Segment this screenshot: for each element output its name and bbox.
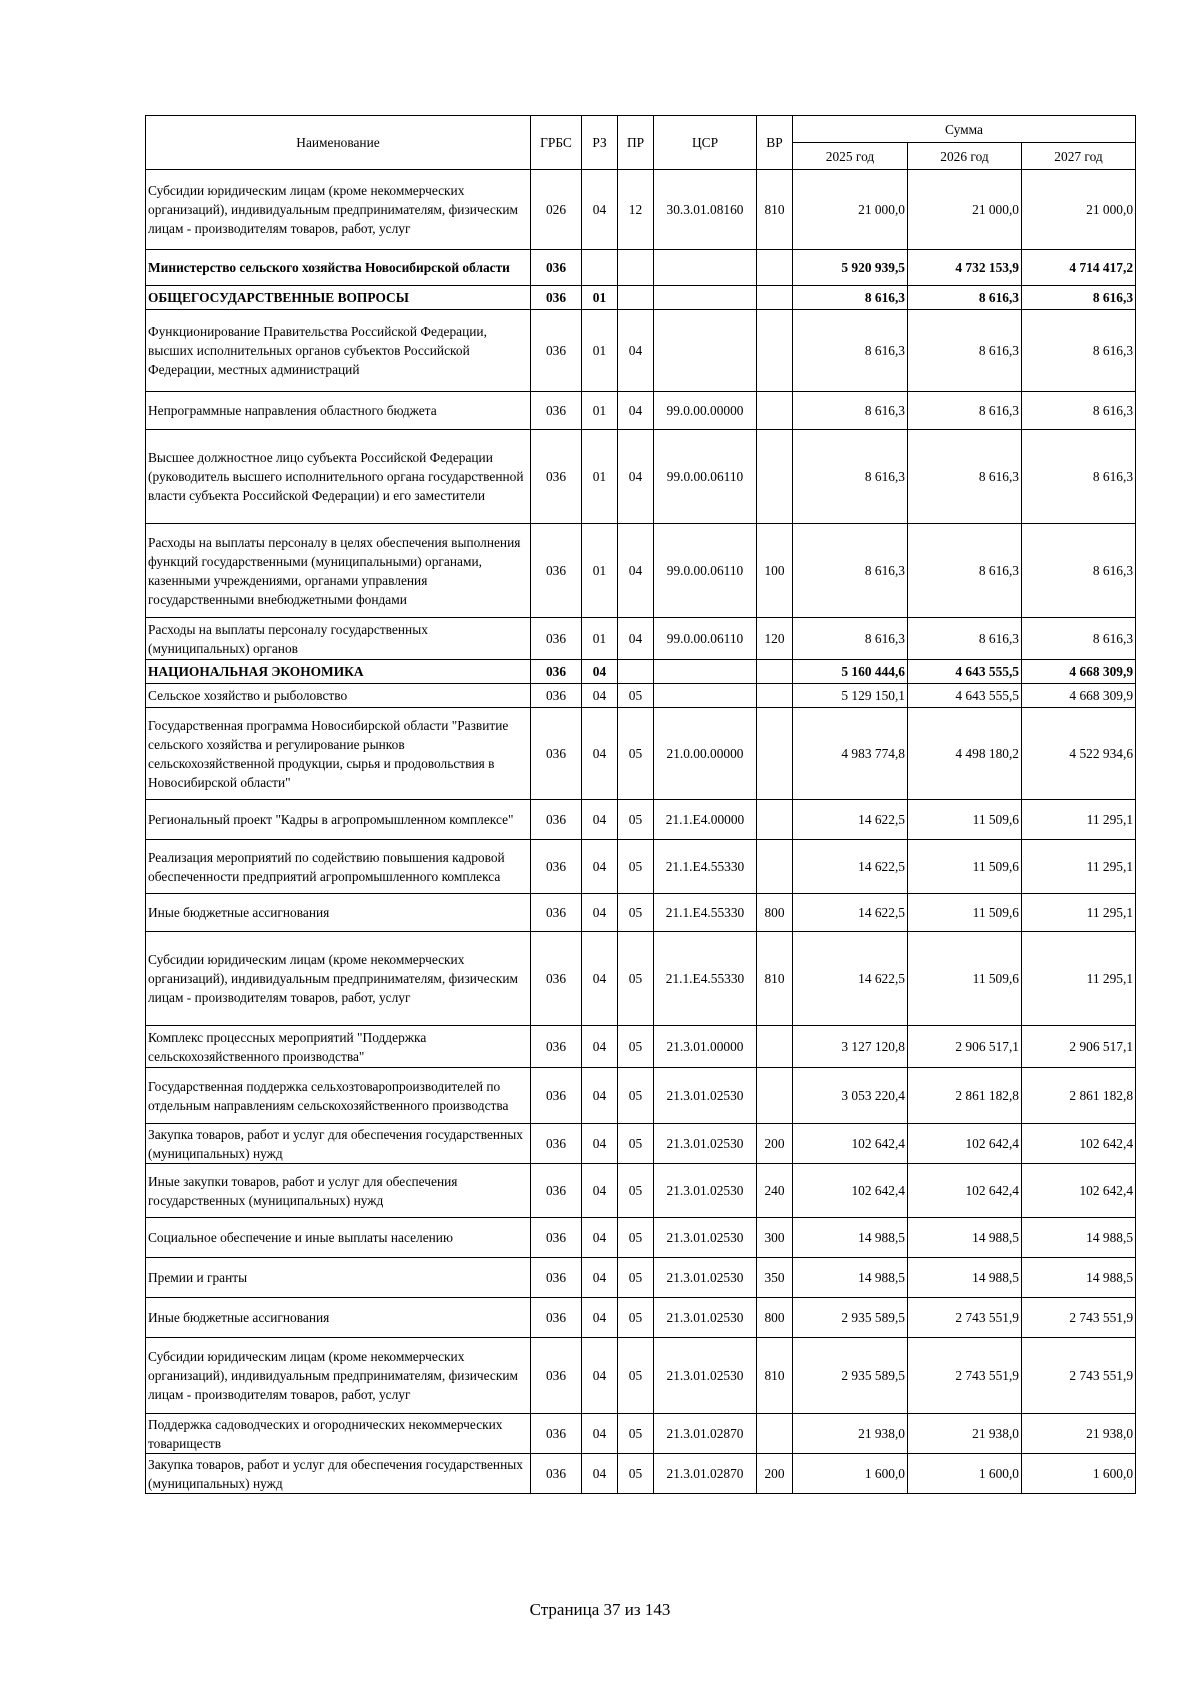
cell-csr: 21.3.01.02530 (654, 1298, 757, 1338)
cell-grbs: 036 (531, 894, 582, 932)
cell-vr (757, 430, 793, 524)
cell-name: Высшее должностное лицо субъекта Российской Федерации (руководитель высшего исполнительного органа государственной власти субъекта Российской Федерации) и его заместители (146, 430, 531, 524)
cell-pr (618, 286, 654, 310)
cell-sum-2026: 8 616,3 (908, 524, 1022, 618)
cell-grbs: 036 (531, 708, 582, 800)
cell-sum-2027: 8 616,3 (1022, 310, 1136, 392)
cell-csr: 21.1.Е4.00000 (654, 800, 757, 840)
cell-sum-2027: 2 743 551,9 (1022, 1338, 1136, 1414)
cell-sum-2025: 4 983 774,8 (793, 708, 908, 800)
header-year-2025: 2025 год (793, 143, 908, 170)
table-row (146, 660, 1136, 684)
cell-csr: 21.1.Е4.55330 (654, 840, 757, 894)
cell-name: Реализация мероприятий по содействию повышения кадровой обеспеченности предприятий агропромышленного комплекса (146, 840, 531, 894)
cell-sum-2027: 11 295,1 (1022, 894, 1136, 932)
cell-rz: 04 (582, 840, 618, 894)
cell-sum-2026: 2 743 551,9 (908, 1298, 1022, 1338)
cell-pr: 04 (618, 392, 654, 430)
cell-csr: 21.1.Е4.55330 (654, 894, 757, 932)
cell-grbs: 036 (531, 1068, 582, 1124)
cell-vr: 120 (757, 618, 793, 660)
cell-csr: 21.3.01.02530 (654, 1338, 757, 1414)
cell-sum-2025: 21 000,0 (793, 170, 908, 250)
cell-rz: 04 (582, 1414, 618, 1454)
cell-sum-2027: 14 988,5 (1022, 1258, 1136, 1298)
header-name: Наименование (146, 116, 531, 170)
table-row (146, 1026, 1136, 1068)
cell-vr (757, 1026, 793, 1068)
cell-sum-2025: 14 622,5 (793, 932, 908, 1026)
cell-sum-2026: 11 509,6 (908, 894, 1022, 932)
cell-sum-2026: 11 509,6 (908, 932, 1022, 1026)
cell-pr: 05 (618, 1026, 654, 1068)
cell-vr (757, 800, 793, 840)
cell-vr: 810 (757, 170, 793, 250)
cell-rz (582, 250, 618, 286)
cell-rz: 04 (582, 1164, 618, 1218)
cell-sum-2027: 8 616,3 (1022, 392, 1136, 430)
cell-sum-2025: 5 129 150,1 (793, 684, 908, 708)
cell-rz: 04 (582, 1454, 618, 1494)
cell-vr (757, 840, 793, 894)
cell-name: НАЦИОНАЛЬНАЯ ЭКОНОМИКА (146, 660, 531, 684)
cell-sum-2027: 11 295,1 (1022, 800, 1136, 840)
cell-sum-2026: 14 988,5 (908, 1218, 1022, 1258)
cell-sum-2025: 14 988,5 (793, 1218, 908, 1258)
cell-csr: 99.0.00.06110 (654, 524, 757, 618)
cell-name: Региональный проект "Кадры в агропромышленном комплексе" (146, 800, 531, 840)
cell-grbs: 036 (531, 392, 582, 430)
cell-sum-2025: 21 938,0 (793, 1414, 908, 1454)
cell-grbs: 036 (531, 1218, 582, 1258)
cell-sum-2027: 8 616,3 (1022, 618, 1136, 660)
cell-pr: 05 (618, 1414, 654, 1454)
table-row (146, 1164, 1136, 1218)
cell-vr (757, 286, 793, 310)
header-rz: РЗ (582, 116, 618, 170)
cell-rz: 04 (582, 1338, 618, 1414)
table-row (146, 310, 1136, 392)
cell-rz: 04 (582, 708, 618, 800)
cell-grbs: 036 (531, 286, 582, 310)
cell-grbs: 036 (531, 1454, 582, 1494)
cell-rz: 01 (582, 618, 618, 660)
table-row (146, 1298, 1136, 1338)
cell-grbs: 036 (531, 660, 582, 684)
cell-name: Премии и гранты (146, 1258, 531, 1298)
cell-vr (757, 392, 793, 430)
cell-sum-2026: 102 642,4 (908, 1124, 1022, 1164)
cell-sum-2027: 102 642,4 (1022, 1164, 1136, 1218)
cell-sum-2027: 8 616,3 (1022, 430, 1136, 524)
cell-pr: 05 (618, 1298, 654, 1338)
cell-sum-2026: 2 861 182,8 (908, 1068, 1022, 1124)
cell-sum-2026: 4 732 153,9 (908, 250, 1022, 286)
cell-grbs: 036 (531, 1414, 582, 1454)
cell-pr: 12 (618, 170, 654, 250)
cell-vr (757, 250, 793, 286)
cell-grbs: 036 (531, 684, 582, 708)
cell-sum-2026: 8 616,3 (908, 392, 1022, 430)
cell-sum-2025: 8 616,3 (793, 286, 908, 310)
header-grbs: ГРБС (531, 116, 582, 170)
cell-sum-2027: 1 600,0 (1022, 1454, 1136, 1494)
cell-grbs: 036 (531, 1164, 582, 1218)
cell-grbs: 036 (531, 430, 582, 524)
cell-rz: 04 (582, 170, 618, 250)
cell-pr: 05 (618, 840, 654, 894)
cell-rz: 04 (582, 1298, 618, 1338)
cell-sum-2027: 14 988,5 (1022, 1218, 1136, 1258)
cell-sum-2026: 4 643 555,5 (908, 684, 1022, 708)
cell-pr (618, 250, 654, 286)
table-row (146, 1124, 1136, 1164)
cell-csr: 99.0.00.00000 (654, 392, 757, 430)
cell-sum-2026: 11 509,6 (908, 840, 1022, 894)
cell-sum-2025: 5 920 939,5 (793, 250, 908, 286)
cell-pr: 05 (618, 1164, 654, 1218)
cell-csr: 21.3.01.02530 (654, 1068, 757, 1124)
cell-pr: 05 (618, 1068, 654, 1124)
cell-name: Иные закупки товаров, работ и услуг для обеспечения государственных (муниципальных) нужд (146, 1164, 531, 1218)
cell-grbs: 036 (531, 800, 582, 840)
table-row (146, 392, 1136, 430)
cell-sum-2027: 8 616,3 (1022, 524, 1136, 618)
page-number: Страница 37 из 143 (529, 1600, 671, 1619)
cell-rz: 04 (582, 684, 618, 708)
cell-pr: 05 (618, 1258, 654, 1298)
budget-table (145, 115, 1136, 1494)
cell-csr (654, 684, 757, 708)
cell-name: Иные бюджетные ассигнования (146, 1298, 531, 1338)
cell-name: Социальное обеспечение и иные выплаты населению (146, 1218, 531, 1258)
cell-grbs: 036 (531, 524, 582, 618)
table-row (146, 1068, 1136, 1124)
cell-pr: 05 (618, 1454, 654, 1494)
cell-sum-2025: 8 616,3 (793, 430, 908, 524)
table-row (146, 684, 1136, 708)
cell-sum-2026: 4 498 180,2 (908, 708, 1022, 800)
cell-sum-2026: 8 616,3 (908, 618, 1022, 660)
cell-sum-2026: 8 616,3 (908, 310, 1022, 392)
table-row (146, 894, 1136, 932)
cell-sum-2026: 8 616,3 (908, 286, 1022, 310)
cell-sum-2027: 21 000,0 (1022, 170, 1136, 250)
table-row (146, 430, 1136, 524)
cell-csr: 21.3.01.02870 (654, 1414, 757, 1454)
cell-vr: 810 (757, 1338, 793, 1414)
cell-pr (618, 660, 654, 684)
table-row (146, 708, 1136, 800)
cell-vr (757, 708, 793, 800)
table-body (146, 170, 1136, 1494)
cell-pr: 05 (618, 1338, 654, 1414)
table-row (146, 1454, 1136, 1494)
cell-pr: 05 (618, 932, 654, 1026)
cell-rz: 01 (582, 392, 618, 430)
header-vr: ВР (757, 116, 793, 170)
table-row (146, 800, 1136, 840)
cell-sum-2026: 1 600,0 (908, 1454, 1022, 1494)
cell-sum-2026: 8 616,3 (908, 430, 1022, 524)
cell-sum-2026: 2 906 517,1 (908, 1026, 1022, 1068)
cell-sum-2027: 4 668 309,9 (1022, 660, 1136, 684)
cell-sum-2027: 4 668 309,9 (1022, 684, 1136, 708)
cell-csr: 21.0.00.00000 (654, 708, 757, 800)
cell-name: Субсидии юридическим лицам (кроме некоммерческих организаций), индивидуальным предпринимателям, физическим лицам - производителям товаров, работ, услуг (146, 1338, 531, 1414)
cell-grbs: 036 (531, 1026, 582, 1068)
cell-sum-2026: 21 938,0 (908, 1414, 1022, 1454)
cell-csr (654, 310, 757, 392)
cell-rz: 04 (582, 1068, 618, 1124)
cell-grbs: 036 (531, 618, 582, 660)
cell-grbs: 036 (531, 310, 582, 392)
cell-vr: 350 (757, 1258, 793, 1298)
cell-sum-2025: 8 616,3 (793, 618, 908, 660)
cell-pr: 05 (618, 684, 654, 708)
cell-sum-2026: 11 509,6 (908, 800, 1022, 840)
table-row (146, 1258, 1136, 1298)
cell-pr: 04 (618, 524, 654, 618)
cell-name: Иные бюджетные ассигнования (146, 894, 531, 932)
header-year-2027: 2027 год (1022, 143, 1136, 170)
cell-name: Государственная программа Новосибирской области "Развитие сельского хозяйства и регулирование рынков сельскохозяйственной продукции, сырья и продовольствия в Новосибирской области" (146, 708, 531, 800)
cell-pr: 04 (618, 310, 654, 392)
cell-rz: 01 (582, 310, 618, 392)
cell-name: Государственная поддержка сельхозтоваропроизводителей по отдельным направлениям сельскохозяйственного производства (146, 1068, 531, 1124)
cell-rz: 04 (582, 932, 618, 1026)
cell-sum-2027: 2 861 182,8 (1022, 1068, 1136, 1124)
cell-sum-2026: 14 988,5 (908, 1258, 1022, 1298)
cell-vr: 200 (757, 1124, 793, 1164)
cell-pr: 04 (618, 430, 654, 524)
cell-rz: 04 (582, 894, 618, 932)
table-row (146, 840, 1136, 894)
cell-grbs: 036 (531, 1258, 582, 1298)
cell-name: Поддержка садоводческих и огороднических некоммерческих товариществ (146, 1414, 531, 1454)
cell-rz: 01 (582, 524, 618, 618)
cell-csr: 21.3.01.02870 (654, 1454, 757, 1494)
cell-vr: 240 (757, 1164, 793, 1218)
cell-rz: 04 (582, 1124, 618, 1164)
cell-sum-2025: 8 616,3 (793, 392, 908, 430)
header-csr: ЦСР (654, 116, 757, 170)
cell-grbs: 036 (531, 1298, 582, 1338)
cell-name: Функционирование Правительства Российской Федерации, высших исполнительных органов субъектов Российской Федерации, местных администраций (146, 310, 531, 392)
table-row (146, 170, 1136, 250)
cell-vr (757, 1414, 793, 1454)
cell-vr: 800 (757, 1298, 793, 1338)
cell-pr: 05 (618, 1218, 654, 1258)
header-pr: ПР (618, 116, 654, 170)
table-row (146, 1414, 1136, 1454)
cell-csr: 99.0.00.06110 (654, 430, 757, 524)
cell-pr: 05 (618, 708, 654, 800)
cell-sum-2026: 4 643 555,5 (908, 660, 1022, 684)
cell-name: Расходы на выплаты персоналу в целях обеспечения выполнения функций государственными (муниципальными) органами, казенными учреждениями, органами управления государственными внебюджетными фондами (146, 524, 531, 618)
cell-name: ОБЩЕГОСУДАРСТВЕННЫЕ ВОПРОСЫ (146, 286, 531, 310)
cell-sum-2025: 102 642,4 (793, 1164, 908, 1218)
cell-name: Расходы на выплаты персоналу государственных (муниципальных) органов (146, 618, 531, 660)
cell-name: Субсидии юридическим лицам (кроме некоммерческих организаций), индивидуальным предпринимателям, физическим лицам - производителям товаров, работ, услуг (146, 932, 531, 1026)
cell-vr: 200 (757, 1454, 793, 1494)
cell-vr (757, 310, 793, 392)
cell-sum-2027: 102 642,4 (1022, 1124, 1136, 1164)
cell-vr: 800 (757, 894, 793, 932)
cell-pr: 05 (618, 800, 654, 840)
cell-sum-2026: 102 642,4 (908, 1164, 1022, 1218)
table-row (146, 524, 1136, 618)
header-sum: Сумма (793, 116, 1136, 143)
cell-csr: 21.1.Е4.55330 (654, 932, 757, 1026)
cell-sum-2025: 8 616,3 (793, 524, 908, 618)
cell-sum-2025: 14 988,5 (793, 1258, 908, 1298)
cell-grbs: 036 (531, 932, 582, 1026)
cell-pr: 05 (618, 894, 654, 932)
cell-csr (654, 250, 757, 286)
cell-grbs: 036 (531, 1338, 582, 1414)
cell-csr: 21.3.01.00000 (654, 1026, 757, 1068)
cell-vr (757, 1068, 793, 1124)
cell-csr (654, 286, 757, 310)
table-row (146, 1338, 1136, 1414)
cell-csr (654, 660, 757, 684)
table-row (146, 250, 1136, 286)
cell-rz: 04 (582, 800, 618, 840)
cell-sum-2025: 8 616,3 (793, 310, 908, 392)
cell-name: Комплекс процессных мероприятий "Поддержка сельскохозяйственного производства" (146, 1026, 531, 1068)
cell-sum-2025: 2 935 589,5 (793, 1298, 908, 1338)
header-year-2026: 2026 год (908, 143, 1022, 170)
cell-sum-2026: 21 000,0 (908, 170, 1022, 250)
cell-sum-2027: 11 295,1 (1022, 932, 1136, 1026)
cell-rz: 01 (582, 286, 618, 310)
cell-csr: 21.3.01.02530 (654, 1124, 757, 1164)
cell-sum-2025: 1 600,0 (793, 1454, 908, 1494)
cell-sum-2025: 2 935 589,5 (793, 1338, 908, 1414)
cell-csr: 30.3.01.08160 (654, 170, 757, 250)
cell-pr: 05 (618, 1124, 654, 1164)
cell-sum-2025: 14 622,5 (793, 894, 908, 932)
cell-name: Непрограммные направления областного бюджета (146, 392, 531, 430)
cell-sum-2027: 4 522 934,6 (1022, 708, 1136, 800)
table-row (146, 286, 1136, 310)
cell-sum-2027: 21 938,0 (1022, 1414, 1136, 1454)
cell-sum-2027: 2 743 551,9 (1022, 1298, 1136, 1338)
cell-csr: 21.3.01.02530 (654, 1164, 757, 1218)
cell-csr: 21.3.01.02530 (654, 1258, 757, 1298)
cell-rz: 04 (582, 1258, 618, 1298)
cell-name: Субсидии юридическим лицам (кроме некоммерческих организаций), индивидуальным предпринимателям, физическим лицам - производителям товаров, работ, услуг (146, 170, 531, 250)
cell-sum-2026: 2 743 551,9 (908, 1338, 1022, 1414)
cell-sum-2027: 11 295,1 (1022, 840, 1136, 894)
cell-vr: 300 (757, 1218, 793, 1258)
cell-rz: 04 (582, 1218, 618, 1258)
cell-vr (757, 660, 793, 684)
cell-vr: 100 (757, 524, 793, 618)
cell-csr: 99.0.00.06110 (654, 618, 757, 660)
cell-grbs: 036 (531, 250, 582, 286)
cell-rz: 04 (582, 1026, 618, 1068)
cell-grbs: 036 (531, 840, 582, 894)
cell-rz: 01 (582, 430, 618, 524)
cell-sum-2025: 14 622,5 (793, 800, 908, 840)
cell-grbs: 026 (531, 170, 582, 250)
cell-sum-2027: 8 616,3 (1022, 286, 1136, 310)
cell-sum-2027: 4 714 417,2 (1022, 250, 1136, 286)
table-row (146, 1218, 1136, 1258)
cell-grbs: 036 (531, 1124, 582, 1164)
cell-sum-2025: 14 622,5 (793, 840, 908, 894)
table-row (146, 932, 1136, 1026)
cell-sum-2025: 3 053 220,4 (793, 1068, 908, 1124)
cell-name: Сельское хозяйство и рыболовство (146, 684, 531, 708)
cell-sum-2025: 102 642,4 (793, 1124, 908, 1164)
table-header (146, 116, 1136, 170)
cell-pr: 04 (618, 618, 654, 660)
cell-name: Закупка товаров, работ и услуг для обеспечения государственных (муниципальных) нужд (146, 1124, 531, 1164)
cell-sum-2025: 5 160 444,6 (793, 660, 908, 684)
cell-csr: 21.3.01.02530 (654, 1218, 757, 1258)
cell-vr (757, 684, 793, 708)
table-row (146, 618, 1136, 660)
cell-sum-2027: 2 906 517,1 (1022, 1026, 1136, 1068)
cell-name: Закупка товаров, работ и услуг для обеспечения государственных (муниципальных) нужд (146, 1454, 531, 1494)
cell-vr: 810 (757, 932, 793, 1026)
cell-sum-2025: 3 127 120,8 (793, 1026, 908, 1068)
cell-rz: 04 (582, 660, 618, 684)
cell-name: Министерство сельского хозяйства Новосибирской области (146, 250, 531, 286)
